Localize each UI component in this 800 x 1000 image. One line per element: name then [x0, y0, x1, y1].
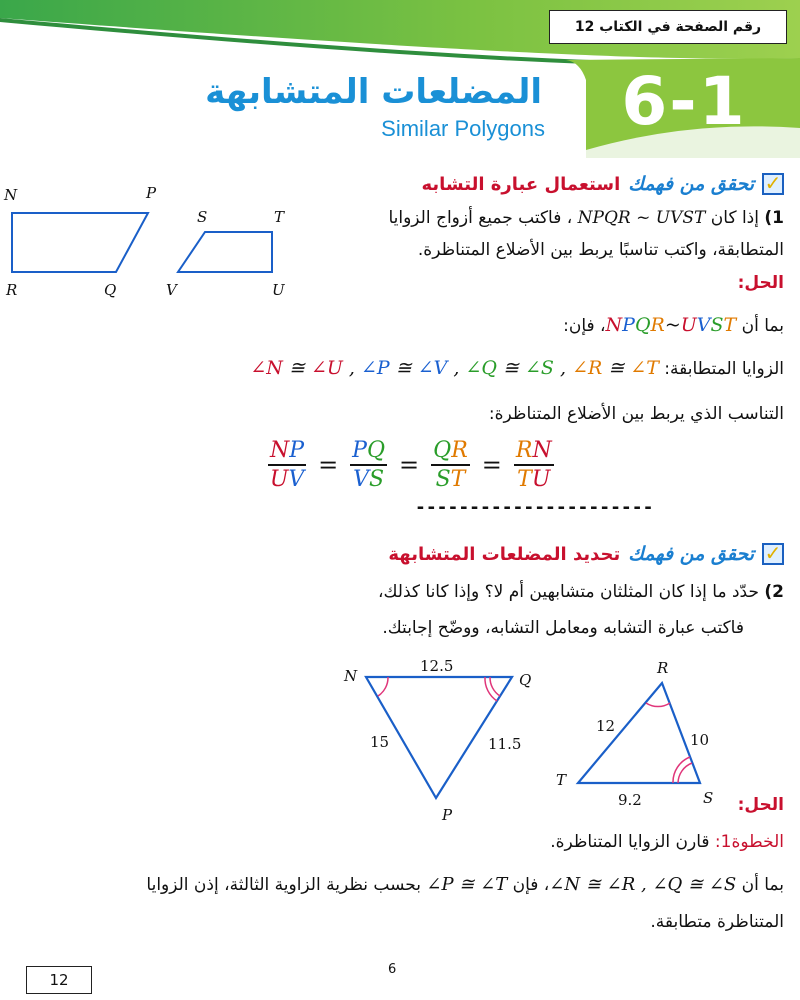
- solution1-label: الحل:: [737, 273, 784, 293]
- triangles-figure: [300, 655, 760, 830]
- tri-label-R: R: [657, 659, 669, 677]
- label-N: N: [4, 186, 18, 204]
- question1-line2: المتطابقة، واكتب تناسبًا يربط بين الأضلاع المتناظرة.: [417, 240, 784, 260]
- lesson-title-arabic: المضلعات المتشابهة: [205, 72, 542, 112]
- fraction: [268, 438, 306, 492]
- parallelogram-NPQR: [12, 213, 148, 272]
- lesson-number: 6-1: [621, 63, 747, 140]
- q2-line1-text: حدّد ما إذا كان المثلثان متشابهين أم لا؟ وإذا كانا كذلك،: [377, 582, 759, 602]
- tri-label-N: N: [344, 667, 358, 685]
- angle-mark-N: [378, 677, 388, 696]
- fraction-num: [514, 438, 554, 466]
- label-T: T: [274, 208, 285, 226]
- side-RS: 10: [690, 731, 710, 749]
- side-TR: 12: [596, 717, 616, 735]
- vertex-letter: N: [532, 438, 552, 463]
- side-QP: 11.5: [488, 735, 522, 753]
- angle-mark-S1: [678, 763, 692, 783]
- vertex-letter: V: [353, 467, 369, 492]
- fraction-den: [436, 466, 466, 492]
- tri-label-P: P: [442, 806, 453, 824]
- step1-pre: بما أن: [741, 875, 784, 895]
- separator-line: ----------------------: [415, 497, 654, 518]
- fraction-den: [517, 466, 550, 492]
- equals-sign: =: [481, 451, 502, 479]
- vertex-letter: S: [435, 467, 451, 492]
- step1-line: [550, 832, 784, 852]
- vertex-letter: V: [288, 467, 305, 492]
- q1-pre: إذا كان: [710, 208, 759, 228]
- fraction: [431, 438, 470, 492]
- page-number-center: 6: [388, 962, 397, 977]
- side-NP: 15: [370, 733, 390, 751]
- solution2-label: الحل:: [737, 795, 784, 815]
- vertex-letter: Q: [433, 438, 452, 463]
- angle-mark-Q1: [490, 677, 500, 696]
- section2-title: تحديد المضلعات المتشابهة: [388, 543, 621, 565]
- step1-post: بحسب نظرية الزاوية الثالثة، إذن الزوايا: [146, 875, 421, 895]
- fraction: [350, 438, 387, 492]
- vertex-letter: T: [450, 467, 466, 492]
- section2-tag: تحقق من فهمك: [628, 543, 754, 565]
- similarity-statement: NPQR ~ UVST: [577, 208, 706, 228]
- side-TS: 9.2: [618, 791, 642, 809]
- fraction-den: [353, 466, 384, 492]
- label-R: R: [6, 281, 18, 299]
- quadrilateral-UVST: [178, 232, 272, 272]
- q1-post: ، فاكتب جميع أزواج الزوايا: [388, 208, 573, 228]
- question1-line1: [388, 208, 784, 228]
- label-P: P: [146, 184, 157, 202]
- section1-heading: [422, 170, 785, 198]
- equals-sign: =: [318, 451, 339, 479]
- quadrilaterals-figure: [0, 180, 300, 300]
- since-pre: بما أن: [741, 316, 784, 336]
- vertex-letter: Q: [366, 438, 386, 463]
- vertex-letter: S: [369, 467, 385, 492]
- fraction-den: [270, 466, 304, 492]
- step1-angles: ∠N ≅ ∠R , ∠Q ≅ ∠S: [549, 874, 737, 895]
- step1-reason-line1: [146, 874, 784, 895]
- vertex-letter: T: [517, 467, 532, 492]
- congruent-angles: ∠N ≅ ∠U , ∠P ≅ ∠V , ∠Q ≅ ∠S , ∠R ≅ ∠T: [250, 357, 659, 379]
- fraction: [514, 438, 554, 492]
- section2-heading: [388, 540, 784, 568]
- vertex-letter: R: [515, 438, 533, 463]
- lesson-title-english: Similar Polygons: [381, 116, 545, 141]
- step1-mid: ، فإن: [512, 875, 550, 895]
- vertex-letter: P: [352, 438, 367, 463]
- check-icon: ✓: [762, 543, 784, 565]
- congruent-angles-line: [250, 357, 784, 379]
- question2-number: 2): [764, 582, 784, 602]
- fraction-num: [268, 438, 306, 466]
- label-S: S: [197, 208, 208, 226]
- book-page-reference: رقم الصفحة في الكتاب 12: [549, 10, 787, 44]
- fraction-num: [350, 438, 387, 466]
- vertex-letter: R: [451, 438, 468, 463]
- vertex-letter: N: [270, 438, 290, 463]
- angle-mark-S2: [673, 757, 690, 783]
- check-icon: ✓: [762, 173, 784, 195]
- question1-number: 1): [764, 208, 784, 228]
- section1-title: استعمال عبارة التشابه: [421, 173, 621, 195]
- step1-reason-line2: المتناظرة متطابقة.: [650, 912, 784, 932]
- label-Q: Q: [104, 281, 117, 299]
- tri-label-S: S: [703, 789, 714, 807]
- vertex-letter: U: [269, 467, 289, 492]
- label-U: U: [272, 281, 285, 299]
- angle-mark-Q2: [485, 677, 497, 701]
- vertex-letter: P: [289, 438, 305, 463]
- angle-mark-R: [646, 703, 670, 707]
- vertex-letter: U: [531, 467, 551, 492]
- side-NQ: 12.5: [420, 657, 454, 675]
- proportion-equation: [268, 438, 554, 492]
- proportion-label: التناسب الذي يربط بين الأضلاع المتناظرة:: [488, 404, 784, 424]
- equals-sign: =: [399, 451, 420, 479]
- step1-label: الخطوة1:: [714, 832, 784, 852]
- since-line: [563, 314, 784, 336]
- fraction-num: [431, 438, 470, 466]
- congruent-label: الزوايا المتطابقة:: [664, 359, 784, 379]
- step1-conclusion: ∠P ≅ ∠T: [426, 874, 508, 895]
- since-statement: NPQR~UVST: [605, 314, 737, 336]
- since-post: ، فإن:: [563, 316, 606, 336]
- label-V: V: [166, 281, 177, 299]
- page-number-box: 12: [26, 966, 92, 994]
- tri-label-Q: Q: [519, 671, 532, 689]
- section1-tag: تحقق من فهمك: [628, 173, 754, 195]
- tri-label-T: T: [556, 771, 567, 789]
- question2-line2: فاكتب عبارة التشابه ومعامل التشابه، ووضّح إجابتك.: [382, 618, 744, 638]
- step1-text: قارن الزوايا المتناظرة.: [550, 832, 710, 852]
- question2-line1: [378, 582, 784, 602]
